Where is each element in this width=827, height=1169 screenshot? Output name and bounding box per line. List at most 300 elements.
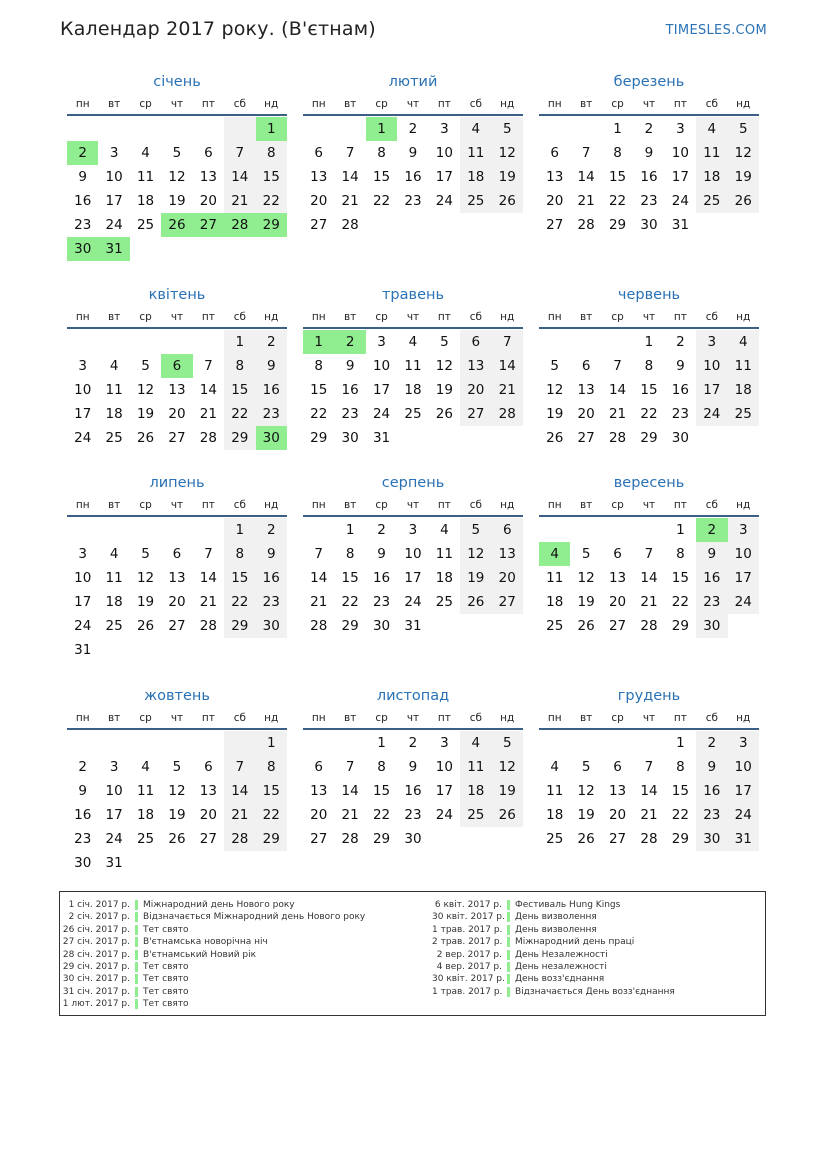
day-cell: 8 xyxy=(314,358,323,374)
month-name: січень xyxy=(153,74,201,90)
day-cell: 21 xyxy=(341,193,359,209)
day-cell: 8 xyxy=(345,546,355,562)
day-cell: 22 xyxy=(372,807,391,823)
weekday-label: сб xyxy=(469,712,482,724)
weekday-label: пн xyxy=(311,712,326,724)
weekday-header xyxy=(303,495,523,517)
weekday-label: чт xyxy=(642,98,656,110)
day-grid xyxy=(303,731,523,851)
day-cell: 14 xyxy=(608,382,627,398)
day-cell: 24 xyxy=(671,193,689,209)
day-cell: 9 xyxy=(78,783,87,799)
weekday-header xyxy=(539,307,759,329)
legend-row xyxy=(432,961,675,973)
empty-cell xyxy=(224,731,255,755)
weekday-label: ср xyxy=(375,311,388,323)
day-cell: 5 xyxy=(141,546,150,562)
day-cell: 14 xyxy=(310,570,328,586)
day-cell: 16 xyxy=(696,566,727,590)
day-cell: 26 xyxy=(161,213,192,237)
month-name: липень xyxy=(149,475,205,491)
weekday-label: нд xyxy=(264,98,279,110)
weekday-label: нд xyxy=(500,499,515,511)
day-cell: 19 xyxy=(492,779,523,803)
month-name: листопад xyxy=(376,688,450,704)
day-grid xyxy=(539,518,759,638)
holiday-date: 29 січ. 2017 р. xyxy=(62,961,130,972)
day-cell: 14 xyxy=(492,354,523,378)
day-cell: 24 xyxy=(728,590,759,614)
day-cell: 23 xyxy=(256,402,287,426)
day-cell: 10 xyxy=(435,145,453,161)
day-cell: 19 xyxy=(136,406,155,422)
month-3 xyxy=(539,72,759,237)
day-cell: 8 xyxy=(613,145,622,161)
empty-cell xyxy=(67,117,98,141)
holiday-date: 4 вер. 2017 р. xyxy=(436,961,502,972)
weekday-label: вт xyxy=(343,499,357,511)
weekday-label: вт xyxy=(579,311,593,323)
day-cell: 8 xyxy=(224,354,255,378)
day-grid xyxy=(67,330,287,450)
day-grid xyxy=(67,518,287,662)
day-cell: 1 xyxy=(224,518,255,542)
day-cell: 3 xyxy=(728,731,759,755)
weekday-label: чт xyxy=(642,499,656,511)
day-cell: 15 xyxy=(310,382,328,398)
empty-cell xyxy=(130,851,161,875)
day-cell: 12 xyxy=(728,141,759,165)
empty-cell xyxy=(602,330,633,354)
weekday-label: пт xyxy=(201,712,215,724)
day-cell: 9 xyxy=(408,145,418,161)
day-cell: 27 xyxy=(168,618,186,634)
empty-cell xyxy=(193,731,224,755)
empty-cell xyxy=(193,518,224,542)
empty-cell xyxy=(366,213,397,237)
weekday-label: пн xyxy=(547,98,562,110)
holiday-name: Міжнародний день праці xyxy=(515,937,635,948)
empty-cell xyxy=(303,518,334,542)
day-cell: 27 xyxy=(193,213,224,237)
holiday-name: В'єтнамська новорічна ніч xyxy=(143,937,268,948)
day-cell: 9 xyxy=(345,358,355,374)
day-cell: 17 xyxy=(728,566,759,590)
day-cell: 3 xyxy=(109,145,119,161)
weekday-label: пт xyxy=(673,311,687,323)
day-cell: 22 xyxy=(640,406,658,422)
empty-cell xyxy=(539,330,570,354)
day-cell: 20 xyxy=(460,378,491,402)
day-cell: 6 xyxy=(460,330,491,354)
month-name: лютий xyxy=(388,74,438,90)
empty-cell xyxy=(224,237,255,261)
day-cell: 25 xyxy=(460,189,491,213)
day-cell: 23 xyxy=(341,406,359,422)
weekday-label: вт xyxy=(579,499,593,511)
legend-row xyxy=(60,949,365,961)
weekday-header xyxy=(539,708,759,730)
day-cell: 9 xyxy=(78,169,87,185)
day-cell: 25 xyxy=(696,189,727,213)
legend-column-right xyxy=(432,899,675,998)
weekday-label: пт xyxy=(437,311,451,323)
day-cell: 16 xyxy=(404,169,422,185)
weekday-label: чт xyxy=(406,311,420,323)
day-cell: 29 xyxy=(310,430,328,446)
weekday-label: сб xyxy=(705,311,718,323)
day-cell: 26 xyxy=(577,831,595,847)
weekday-label: пт xyxy=(201,98,215,110)
weekday-label: сб xyxy=(469,311,482,323)
day-cell: 9 xyxy=(696,755,727,779)
day-cell: 18 xyxy=(105,594,123,610)
day-cell: 19 xyxy=(168,193,186,209)
holiday-marker xyxy=(135,962,138,972)
weekday-label: пн xyxy=(311,98,326,110)
day-cell: 21 xyxy=(199,594,217,610)
day-cell: 27 xyxy=(310,831,328,847)
day-cell: 23 xyxy=(640,193,658,209)
empty-cell xyxy=(397,426,428,450)
empty-cell xyxy=(728,426,759,450)
empty-cell xyxy=(539,731,570,755)
legend-row xyxy=(60,936,365,948)
day-cell: 20 xyxy=(546,193,564,209)
day-cell: 28 xyxy=(310,618,328,634)
empty-cell xyxy=(256,638,287,662)
day-cell: 12 xyxy=(168,783,186,799)
day-cell: 25 xyxy=(404,406,422,422)
weekday-label: чт xyxy=(170,499,184,511)
day-cell: 17 xyxy=(372,382,391,398)
day-cell: 18 xyxy=(136,807,155,823)
holiday-name: Тет свято xyxy=(143,961,189,972)
day-cell: 11 xyxy=(728,354,759,378)
day-cell: 28 xyxy=(341,831,359,847)
empty-cell xyxy=(161,237,192,261)
day-cell: 10 xyxy=(74,570,92,586)
day-cell: 3 xyxy=(696,330,727,354)
empty-cell xyxy=(633,731,664,755)
weekday-label: чт xyxy=(170,712,184,724)
day-cell: 17 xyxy=(74,406,92,422)
holiday-marker xyxy=(135,974,138,984)
day-cell: 5 xyxy=(581,759,591,775)
empty-cell xyxy=(492,614,523,638)
day-cell: 23 xyxy=(671,406,689,422)
holiday-marker xyxy=(507,962,510,972)
legend-row xyxy=(60,986,365,998)
day-cell: 11 xyxy=(460,755,491,779)
weekday-label: вт xyxy=(107,499,121,511)
holiday-marker xyxy=(507,912,510,922)
day-cell: 12 xyxy=(168,169,186,185)
day-cell: 15 xyxy=(372,169,391,185)
day-cell: 22 xyxy=(372,193,391,209)
day-cell: 20 xyxy=(168,594,186,610)
day-cell: 15 xyxy=(256,779,287,803)
day-cell: 13 xyxy=(168,570,186,586)
day-cell: 15 xyxy=(671,783,689,799)
day-cell: 7 xyxy=(224,141,255,165)
weekday-label: чт xyxy=(642,311,656,323)
holiday-name: Тет свято xyxy=(143,999,189,1010)
day-cell: 5 xyxy=(172,145,182,161)
day-cell: 23 xyxy=(696,803,727,827)
day-cell: 30 xyxy=(341,430,359,446)
empty-cell xyxy=(429,827,460,851)
day-cell: 2 xyxy=(644,121,654,137)
weekday-label: ср xyxy=(611,98,624,110)
empty-cell xyxy=(98,518,129,542)
day-cell: 30 xyxy=(640,217,658,233)
month-10 xyxy=(67,686,287,875)
weekday-label: чт xyxy=(406,98,420,110)
weekday-label: пн xyxy=(311,499,326,511)
empty-cell xyxy=(492,827,523,851)
weekday-label: сб xyxy=(233,311,246,323)
weekday-label: ср xyxy=(139,712,152,724)
day-cell: 24 xyxy=(435,807,453,823)
month-name: жовтень xyxy=(144,688,210,704)
day-cell: 24 xyxy=(696,402,727,426)
empty-cell xyxy=(429,614,460,638)
weekday-label: ср xyxy=(611,311,624,323)
holiday-marker xyxy=(135,987,138,997)
holiday-name: Відзначається Міжнародний день Нового року xyxy=(143,912,366,923)
day-cell: 3 xyxy=(728,518,759,542)
day-cell: 3 xyxy=(408,522,418,538)
day-cell: 29 xyxy=(341,618,359,634)
month-1 xyxy=(67,72,287,261)
holiday-date: 30 квіт. 2017 р. xyxy=(432,974,505,985)
day-cell: 6 xyxy=(613,546,622,562)
empty-cell xyxy=(193,851,224,875)
legend-row xyxy=(60,998,365,1010)
holiday-marker xyxy=(135,999,138,1009)
holiday-name: Тет свято xyxy=(143,974,189,985)
day-cell: 21 xyxy=(224,189,255,213)
day-cell: 31 xyxy=(74,642,92,658)
day-cell: 7 xyxy=(613,358,622,374)
day-cell: 26 xyxy=(168,831,186,847)
month-11 xyxy=(303,686,523,851)
day-cell: 21 xyxy=(224,803,255,827)
legend-row xyxy=(432,899,675,911)
empty-cell xyxy=(193,330,224,354)
day-cell: 1 xyxy=(256,731,287,755)
day-cell: 20 xyxy=(577,406,595,422)
day-cell: 25 xyxy=(435,594,453,610)
empty-cell xyxy=(67,518,98,542)
day-cell: 12 xyxy=(577,783,595,799)
holiday-date: 26 січ. 2017 р. xyxy=(62,924,130,935)
day-cell: 20 xyxy=(168,406,186,422)
day-cell: 14 xyxy=(224,165,255,189)
day-cell: 17 xyxy=(435,783,453,799)
day-cell: 29 xyxy=(256,827,287,851)
day-cell: 4 xyxy=(460,731,491,755)
day-cell: 19 xyxy=(435,382,453,398)
day-cell: 5 xyxy=(440,334,449,350)
day-cell: 9 xyxy=(644,145,654,161)
weekday-header xyxy=(539,94,759,116)
holiday-legend xyxy=(59,891,766,1016)
day-cell: 15 xyxy=(341,570,359,586)
holiday-name: День визволення xyxy=(515,924,597,935)
empty-cell xyxy=(130,330,161,354)
holiday-name: День незалежності xyxy=(515,961,607,972)
day-cell: 22 xyxy=(608,193,627,209)
day-cell: 15 xyxy=(224,566,255,590)
day-cell: 12 xyxy=(492,141,523,165)
weekday-label: вт xyxy=(343,712,357,724)
day-cell: 18 xyxy=(696,165,727,189)
day-cell: 16 xyxy=(640,169,658,185)
day-cell: 26 xyxy=(577,618,595,634)
page-title: Календар 2017 року. (В'єтнам) xyxy=(60,18,376,40)
day-cell: 8 xyxy=(377,145,386,161)
month-7 xyxy=(67,473,287,662)
day-cell: 19 xyxy=(577,807,595,823)
day-cell: 18 xyxy=(105,406,123,422)
day-cell: 6 xyxy=(204,759,213,775)
day-cell: 29 xyxy=(224,614,255,638)
weekday-label: нд xyxy=(500,98,515,110)
day-cell: 10 xyxy=(74,382,92,398)
day-cell: 30 xyxy=(74,855,92,871)
weekday-header xyxy=(67,94,287,116)
day-cell: 28 xyxy=(577,217,595,233)
day-cell: 8 xyxy=(676,546,685,562)
day-cell: 22 xyxy=(671,594,689,610)
month-name: серпень xyxy=(381,475,445,491)
day-cell: 23 xyxy=(372,594,391,610)
day-cell: 21 xyxy=(640,807,658,823)
day-cell: 31 xyxy=(671,217,689,233)
holiday-marker xyxy=(135,900,138,910)
weekday-label: сб xyxy=(233,98,246,110)
day-cell: 24 xyxy=(74,618,92,634)
empty-cell xyxy=(728,614,759,638)
weekday-header xyxy=(303,94,523,116)
day-grid xyxy=(67,731,287,875)
day-cell: 14 xyxy=(640,783,658,799)
day-cell: 9 xyxy=(676,358,685,374)
weekday-header xyxy=(67,495,287,517)
day-cell: 4 xyxy=(696,117,727,141)
day-cell: 4 xyxy=(109,358,119,374)
day-cell: 4 xyxy=(460,117,491,141)
day-cell: 20 xyxy=(199,193,217,209)
weekday-label: сб xyxy=(469,98,482,110)
holiday-marker xyxy=(135,925,138,935)
day-cell: 28 xyxy=(199,618,217,634)
day-cell: 30 xyxy=(67,237,98,261)
day-cell: 28 xyxy=(224,213,255,237)
month-name: березень xyxy=(613,74,685,90)
day-cell: 19 xyxy=(577,594,595,610)
day-cell: 29 xyxy=(671,831,689,847)
day-cell: 30 xyxy=(671,430,689,446)
empty-cell xyxy=(256,237,287,261)
day-cell: 10 xyxy=(372,358,391,374)
weekday-label: чт xyxy=(170,311,184,323)
weekday-label: вт xyxy=(579,712,593,724)
day-cell: 27 xyxy=(546,217,564,233)
empty-cell xyxy=(602,731,633,755)
day-cell: 24 xyxy=(435,193,453,209)
day-cell: 18 xyxy=(460,165,491,189)
day-cell: 20 xyxy=(492,566,523,590)
day-cell: 1 xyxy=(676,522,685,538)
day-cell: 7 xyxy=(204,546,213,562)
month-name: вересень xyxy=(613,475,685,491)
holiday-marker xyxy=(507,900,510,910)
day-cell: 5 xyxy=(728,117,759,141)
day-cell: 13 xyxy=(608,783,627,799)
legend-row xyxy=(60,899,365,911)
day-cell: 11 xyxy=(546,783,564,799)
empty-cell xyxy=(602,518,633,542)
day-cell: 3 xyxy=(78,546,87,562)
weekday-header xyxy=(67,307,287,329)
day-cell: 8 xyxy=(256,141,287,165)
weekday-label: нд xyxy=(500,712,515,724)
day-cell: 24 xyxy=(404,594,422,610)
weekday-label: нд xyxy=(736,712,751,724)
day-cell: 5 xyxy=(460,518,491,542)
day-cell: 17 xyxy=(105,807,123,823)
legend-row xyxy=(60,924,365,936)
day-cell: 19 xyxy=(492,165,523,189)
site-link[interactable]: TIMESLES.COM xyxy=(665,23,767,38)
empty-cell xyxy=(303,117,334,141)
empty-cell xyxy=(397,213,428,237)
weekday-label: пт xyxy=(437,712,451,724)
weekday-label: пн xyxy=(75,311,90,323)
day-cell: 16 xyxy=(74,807,92,823)
day-cell: 15 xyxy=(256,165,287,189)
empty-cell xyxy=(696,213,727,237)
day-grid xyxy=(539,731,759,851)
day-cell: 15 xyxy=(608,169,627,185)
day-cell: 2 xyxy=(256,518,287,542)
day-cell: 12 xyxy=(460,542,491,566)
day-cell: 6 xyxy=(492,518,523,542)
day-cell: 27 xyxy=(608,618,627,634)
day-cell: 26 xyxy=(492,803,523,827)
day-cell: 2 xyxy=(696,518,727,542)
holiday-date: 1 трав. 2017 р. xyxy=(432,986,503,997)
day-cell: 31 xyxy=(404,618,422,634)
day-cell: 11 xyxy=(105,382,123,398)
weekday-header xyxy=(67,708,287,730)
weekday-label: нд xyxy=(500,311,515,323)
empty-cell xyxy=(570,518,601,542)
day-cell: 27 xyxy=(460,402,491,426)
day-cell: 28 xyxy=(199,430,217,446)
day-cell: 7 xyxy=(314,546,323,562)
day-cell: 29 xyxy=(640,430,658,446)
day-cell: 19 xyxy=(460,566,491,590)
empty-cell xyxy=(130,117,161,141)
month-5 xyxy=(303,285,523,450)
holiday-marker xyxy=(135,912,138,922)
day-cell: 2 xyxy=(78,759,87,775)
day-cell: 25 xyxy=(105,430,123,446)
